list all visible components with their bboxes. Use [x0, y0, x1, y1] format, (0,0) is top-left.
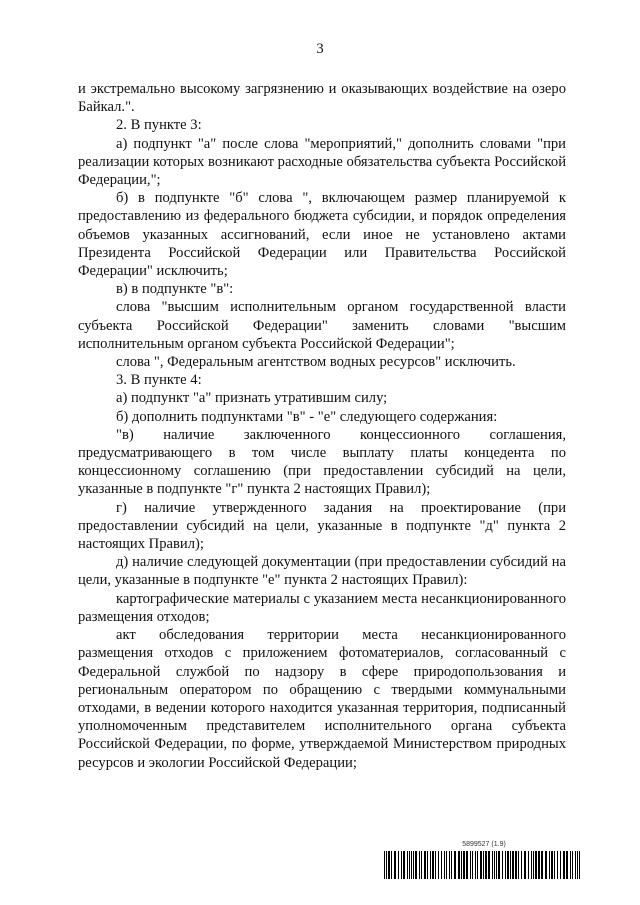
paragraph-subitem-a: а) подпункт "а" после слова "мероприятий," дополнить словами "при реализации которых возникают расходные обязательства субъекта Российской Федерации,";: [78, 135, 566, 189]
paragraph-exclude-words: слова ", Федеральным агентством водных ресурсов" исключить.: [116, 354, 516, 371]
paragraph-clause-d: д) наличие следующей документации (при предоставлении субсидий на цели, указанные в подпункте "е" пункта 2 настоящих Правил):: [78, 554, 566, 589]
document-body: [78, 80, 566, 772]
paragraph-subitem-b: б) в подпункте "б" слова ", включающем размер планируемой к предоставлению из федерального бюджета субсидии, и порядок определения объемов указанных ассигнований, если иное не установлено актами Президента Российской Федерации или Правительства Российской Федерации" исключить;: [78, 190, 566, 280]
paragraph-subitem-b-supplement: б) дополнить подпунктами "в" - "е" следующего содержания:: [116, 408, 498, 425]
paragraph-item-3-heading: 3. В пункте 4:: [116, 372, 202, 389]
paragraph-item-2-heading: 2. В пункте 3:: [116, 117, 202, 134]
paragraph-subitem-a-repeal: а) подпункт "а" признать утратившим силу;: [116, 390, 388, 407]
barcode-id: 5899527 (1.9): [462, 841, 506, 848]
paragraph-clause-v: "в) наличие заключенного концессионного соглашения, предусматривающего в том числе выплату платы концедента по концессионному соглашению (при предоставлении субсидий на цели, указанные в подпункте "г" пункта 2 настоящих Правил);: [78, 426, 566, 498]
paragraph-replace-words: слова "высшим исполнительным органом государственной власти субъекта Российской Федерации" заменить словами "высшим исполнительным органом субъекта Российской Федерации";: [78, 299, 566, 352]
page-number: 3: [316, 41, 324, 57]
barcode-icon: [384, 851, 584, 879]
barcode-block: [384, 841, 584, 881]
paragraph-continuation: и экстремально высокому загрязнению и оказывающих воздействие на озеро Байкал.".: [78, 81, 566, 116]
paragraph-cartographic: картографические материалы с указанием места несанкционированного размещения отходов;: [78, 590, 566, 625]
paragraph-subitem-v: в) в подпункте "в":: [116, 281, 234, 298]
paragraph-inspection-act: акт обследования территории места несанкционированного размещения отходов с приложением фотоматериалов, согласованный с Федеральной службой по надзору в сфере природопользования и региональным оператором по обращению с твердыми коммунальными отходами, в ведении которого находится указанная территория, подписанный уполномоченным представителем исполнительного органа субъекта Российской Федерации, по форме, утверждаемой Министерством природных ресурсов и экологии Российской Федерации;: [78, 627, 566, 771]
paragraph-clause-g: г) наличие утвержденного задания на проектирование (при предоставлении субсидий на цели, указанные в подпункте "д" пункта 2 настоящих Правил);: [78, 499, 566, 553]
